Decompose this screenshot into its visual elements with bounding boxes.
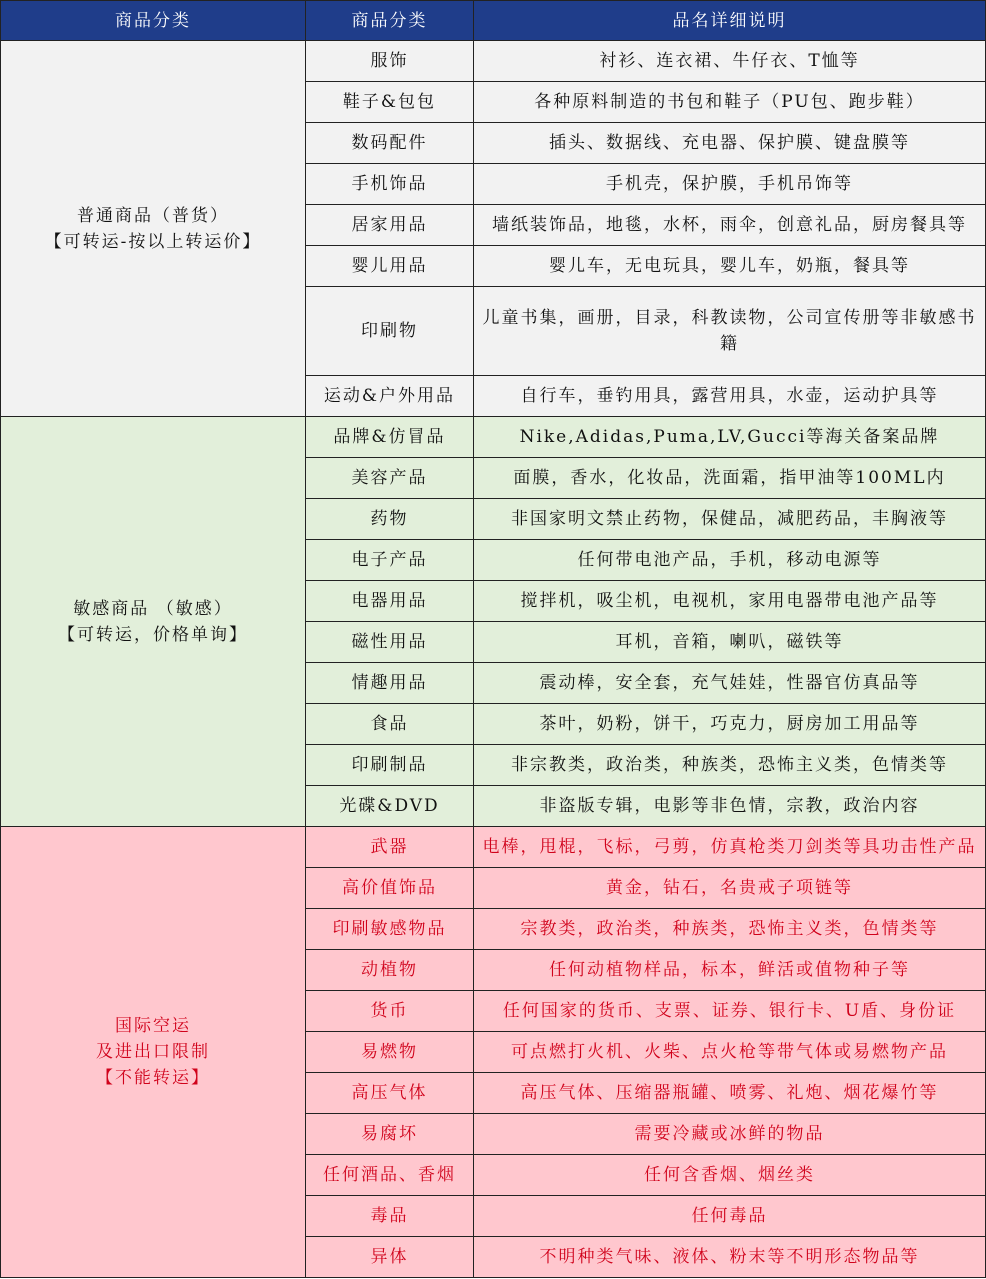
subcategory-cell: 易燃物: [306, 1032, 474, 1073]
description-text: 衬衫、连衣裙、牛仔衣、T恤等: [599, 51, 860, 71]
description-cell: [474, 909, 986, 950]
table-row: [1, 417, 986, 458]
subcategory-cell: 鞋子&包包: [306, 82, 474, 123]
description-text: 黄金，钻石，名贵戒子项链等: [606, 878, 853, 898]
description-cell: [474, 164, 986, 205]
description-text: 电棒，甩棍，飞标，弓剪，仿真枪类刀剑类等具功击性产品: [482, 837, 977, 857]
subcategory-cell: 高价值饰品: [306, 868, 474, 909]
description-cell: [474, 1114, 986, 1155]
description-text: 非国家明文禁止药物，保健品，减肥药品，丰胸液等: [511, 509, 948, 529]
subcategory-cell: 电器用品: [306, 581, 474, 622]
subcategory-cell: 武器: [306, 827, 474, 868]
description-text: 插头、数据线、充电器、保护膜、键盘膜等: [549, 133, 910, 153]
description-text: 婴儿车，无电玩具，婴儿车，奶瓶，餐具等: [549, 256, 910, 276]
description-text: 手机壳，保护膜，手机吊饰等: [606, 174, 853, 194]
header-subcategory: 商品分类: [306, 1, 474, 41]
description-text: 非宗教类，政治类，种族类，恐怖主义类，色情类等: [511, 755, 948, 775]
description-text: 自行车，垂钓用具，露营用具，水壶，运动护具等: [520, 386, 939, 406]
category-cell: [1, 417, 306, 827]
description-cell: [474, 663, 986, 704]
table-header-row: [1, 1, 986, 41]
description-cell: [474, 1073, 986, 1114]
description-cell: [474, 540, 986, 581]
description-text: Nike,Adidas,Puma,LV,Gucci等海关备案品牌: [519, 427, 940, 447]
header-description: 品名详细说明: [474, 1, 986, 41]
description-cell: [474, 458, 986, 499]
description-cell: [474, 1196, 986, 1237]
category-label-line: 【不能转运】: [96, 1068, 210, 1088]
description-text: 任何含香烟、烟丝类: [644, 1165, 815, 1185]
description-cell: [474, 41, 986, 82]
category-label-line: 【可转运-按以上转运价】: [44, 231, 262, 252]
subcategory-cell: 电子产品: [306, 540, 474, 581]
description-cell: [474, 499, 986, 540]
description-cell: [474, 417, 986, 458]
description-text: 面膜，香水，化妆品，洗面霜，指甲油等100ML内: [513, 468, 946, 488]
subcategory-cell: 运动&户外用品: [306, 376, 474, 417]
description-cell: [474, 868, 986, 909]
description-cell: [474, 827, 986, 868]
description-cell: [474, 1237, 986, 1278]
category-label-line: 国际空运: [115, 1016, 191, 1036]
subcategory-cell: 货币: [306, 991, 474, 1032]
description-text: 任何毒品: [691, 1206, 768, 1226]
subcategory-cell: 美容产品: [306, 458, 474, 499]
description-text: 非盗版专辑，电影等非色情，宗教，政治内容: [539, 796, 920, 816]
description-cell: [474, 704, 986, 745]
description-text: 任何带电池产品，手机，移动电源等: [577, 550, 882, 570]
description-cell: [474, 123, 986, 164]
description-cell: [474, 991, 986, 1032]
description-cell: [474, 1032, 986, 1073]
subcategory-cell: 毒品: [306, 1196, 474, 1237]
subcategory-cell: 光碟&DVD: [306, 786, 474, 827]
subcategory-cell: 动植物: [306, 950, 474, 991]
description-text: 任何动植物样品，标本，鲜活或值物种子等: [549, 960, 910, 980]
description-cell: [474, 950, 986, 991]
category-label-line: 及进出口限制: [96, 1042, 210, 1062]
description-text: 搅拌机，吸尘机，电视机，家用电器带电池产品等: [520, 591, 939, 611]
description-text: 震动棒，安全套，充气娃娃，性器官仿真品等: [539, 673, 920, 693]
header-category: 商品分类: [1, 1, 306, 41]
category-cell: [1, 827, 306, 1278]
description-text: 高压气体、压缩器瓶罐、喷雾、礼炮、烟花爆竹等: [520, 1083, 939, 1103]
table-row: [1, 827, 986, 868]
description-cell: [474, 205, 986, 246]
description-cell: [474, 1155, 986, 1196]
description-cell: [474, 786, 986, 827]
category-cell: [1, 41, 306, 417]
subcategory-cell: 印刷制品: [306, 745, 474, 786]
description-cell: [474, 622, 986, 663]
description-text: 不明种类气味、液体、粉末等不明形态物品等: [539, 1247, 920, 1267]
description-text: 需要冷藏或冰鲜的物品: [634, 1124, 825, 1144]
subcategory-cell: 食品: [306, 704, 474, 745]
description-text: 各种原料制造的书包和鞋子（PU包、跑步鞋）: [534, 92, 925, 112]
description-text: 宗教类，政治类，种族类，恐怖主义类，色情类等: [520, 919, 939, 939]
subcategory-cell: 磁性用品: [306, 622, 474, 663]
subcategory-cell: 高压气体: [306, 1073, 474, 1114]
description-text: 任何国家的货币、支票、证券、银行卡、U盾、身份证: [502, 1001, 957, 1021]
description-text: 儿童书集，画册，目录，科教读物，公司宣传册等非敏感书籍: [482, 308, 977, 354]
subcategory-cell: 品牌&仿冒品: [306, 417, 474, 458]
description-cell: [474, 376, 986, 417]
category-label-line: 【可转运，价格单询】: [58, 624, 248, 645]
subcategory-cell: 数码配件: [306, 123, 474, 164]
description-cell: [474, 246, 986, 287]
description-cell: [474, 82, 986, 123]
subcategory-cell: 服饰: [306, 41, 474, 82]
subcategory-cell: 印刷物: [306, 287, 474, 376]
description-text: 耳机，音箱，喇叭，磁铁等: [615, 632, 844, 652]
category-label-line: 普通商品（普货）: [77, 205, 229, 226]
subcategory-cell: 异体: [306, 1237, 474, 1278]
category-label-line: 敏感商品 （敏感）: [73, 598, 233, 619]
subcategory-cell: 手机饰品: [306, 164, 474, 205]
subcategory-cell: 任何酒品、香烟: [306, 1155, 474, 1196]
description-text: 墙纸装饰品，地毯，水杯，雨伞，创意礼品，厨房餐具等: [492, 215, 967, 235]
description-cell: [474, 745, 986, 786]
description-cell: [474, 581, 986, 622]
subcategory-cell: 居家用品: [306, 205, 474, 246]
description-text: 茶叶，奶粉，饼干，巧克力，厨房加工用品等: [539, 714, 920, 734]
subcategory-cell: 易腐坏: [306, 1114, 474, 1155]
subcategory-cell: 婴儿用品: [306, 246, 474, 287]
subcategory-cell: 药物: [306, 499, 474, 540]
subcategory-cell: 印刷敏感物品: [306, 909, 474, 950]
table-row: [1, 41, 986, 82]
description-text: 可点燃打火机、火柴、点火枪等带气体或易燃物产品: [511, 1042, 948, 1062]
description-cell: [474, 287, 986, 376]
subcategory-cell: 情趣用品: [306, 663, 474, 704]
